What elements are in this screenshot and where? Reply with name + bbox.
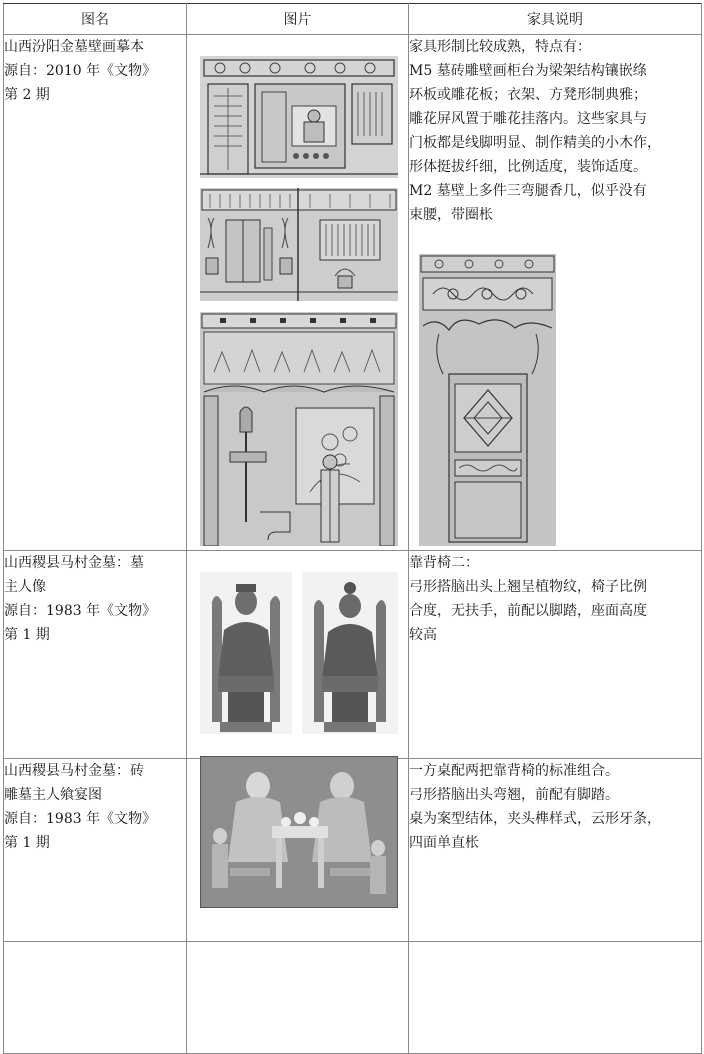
empty-cell [4,942,187,1054]
row-description-line: 雕花屏风置于雕花挂落内。这些家具与 [409,111,647,127]
row-title-line: 第 2 期 [4,87,50,103]
carved-door-frame-image [419,254,556,546]
row-title-line: 山西稷县马村金墓：砖 [4,763,144,779]
row-title-line: 山西稷县马村金墓：墓 [4,555,144,571]
mural-screen-image [200,312,398,546]
row-title-line: 源自：1983 年《文物》 [4,603,157,619]
row-title-line: 第 1 期 [4,835,50,851]
table-row [4,942,702,1054]
row-title-cell [4,759,187,942]
row-description-line: 弓形搭脑出头弯翘，前配有脚踏。 [409,787,619,803]
tomb-owner-portrait-right [302,572,398,734]
row-title-line: 源自：2010 年《文物》 [4,63,157,79]
row-description-line: 形体挺拔纤细，比例适度，装饰适度。 [409,159,647,175]
row-description-line: 门板都是线脚明显、制作精美的小木作， [409,135,661,151]
mural-door-image [200,188,398,301]
row-title-line: 山西汾阳金墓壁画摹本 [4,39,144,55]
row-title-cell [4,551,187,759]
empty-cell [409,942,702,1054]
row-description-line: 四面单直枨 [409,835,479,851]
row-title-line: 雕墓主人飨宴图 [4,787,102,803]
row-description-cell [409,551,702,759]
row-description-line: 束腰，带圈枨 [409,207,493,223]
row-description-line: 合度，无扶手，前配以脚踏，座面高度 [409,603,647,619]
row-description-line: 家具形制比较成熟，特点有： [409,39,591,55]
table-header-row [4,4,702,35]
row-description-line: 环板或雕花板；衣架、方凳形制典雅； [409,87,647,103]
row-description-line: 较高 [409,627,437,643]
row-title-cell [4,35,187,551]
row-description-line: 一方桌配两把靠背椅的标准组合。 [409,763,619,779]
row-title-line: 第 1 期 [4,627,50,643]
header-image: 图片 [187,4,409,35]
row-description-line: M2 墓壁上多件三弯腿香几，似乎没有 [409,183,647,199]
tomb-owner-portrait-left [200,572,292,734]
banquet-relief-image [200,756,398,908]
header-description: 家具说明 [409,4,702,35]
row-description-line: M5 墓砖雕壁画柜台为梁架结构镶嵌绦 [409,63,647,79]
row-description-line: 靠背椅二： [409,555,479,571]
row-title-line: 主人像 [4,579,46,595]
row-description-line: 桌为案型结体，夹头榫样式，云形牙条， [409,811,661,827]
row-description-cell [409,759,702,942]
row-description-line: 弓形搭脑出头上翘呈植物纹，椅子比例 [409,579,647,595]
empty-cell [187,942,409,1054]
header-title: 图名 [4,4,187,35]
mural-cabinet-image [200,56,398,178]
row-title-line: 源自：1983 年《文物》 [4,811,157,827]
